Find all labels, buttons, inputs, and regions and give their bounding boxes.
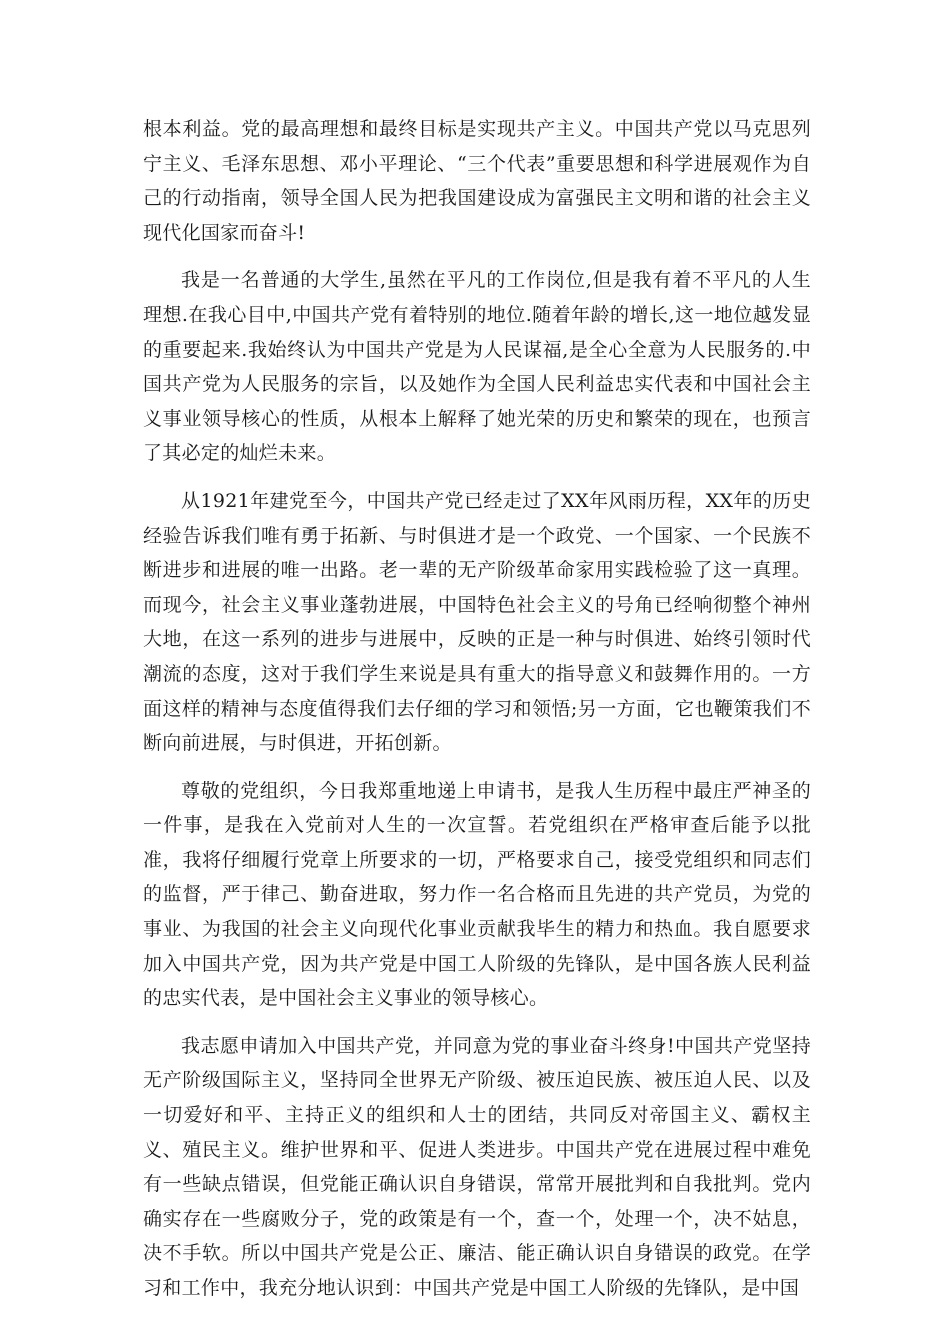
paragraph-1: 根本利益。党的最高理想和最终目标是实现共产主义。中国共产党以马克思列宁主义、毛泽东思想、邓小平理论、“三个代表”重要思想和科学进展观作为自己的行动指南，领导全国人民为把我国建设成为富强民主文明和谐的社会主义现代化国家而奋斗!	[143, 118, 811, 244]
document-body	[143, 112, 811, 1319]
paragraph-2: 我是一名普通的大学生,虽然在平凡的工作岗位,但是我有着不平凡的人生理想.在我心目中,中国共产党有着特别的地位.随着年龄的增长,这一地位越发显的重要起来.我始终认为中国共产党是为人民谋福,是全心全意为人民服务的.中国共产党为人民服务的宗旨，以及她作为全国人民利益忠实代表和中国社会主义事业领导核心的性质，从根本上解释了她光荣的历史和繁荣的现在，也预言了其必定的灿烂未来。	[143, 269, 811, 465]
paragraph-3: 从1921年建党至今，中国共产党已经走过了XX年风雨历程，XX年的历史经验告诉我们唯有勇于拓新、与时俱进才是一个政党、一个国家、一个民族不断进步和进展的唯一出路。老一辈的无产阶级革命家用实践检验了这一真理。而现今，社会主义事业蓬勃进展，中国特色社会主义的号角已经响彻整个神州大地，在这一系列的进步与进展中，反映的正是一种与时俱进、始终引领时代潮流的态度，这对于我们学生来说是具有重大的指导意义和鼓舞作用的。一方面这样的精神与态度值得我们去仔细的学习和领悟;另一方面，它也鞭策我们不断向前进展，与时俱进，开拓创新。	[143, 489, 811, 755]
paragraph-4: 尊敬的党组织，今日我郑重地递上申请书，是我人生历程中最庄严神圣的一件事，是我在入党前对人生的一次宣誓。若党组织在严格审查后能予以批准，我将仔细履行党章上所要求的一切，严格要求自己，接受党组织和同志们的监督，严于律己、勤奋进取，努力作一名合格而且先进的共产党员，为党的事业、为我国的社会主义向现代化事业贡献我毕生的精力和热血。我自愿要求加入中国共产党，因为共产党是中国工人阶级的先锋队，是中国各族人民利益的忠实代表，是中国社会主义事业的领导核心。	[143, 779, 811, 1010]
paragraph-5: 我志愿申请加入中国共产党，并同意为党的事业奋斗终身!中国共产党坚持无产阶级国际主义，坚持同全世界无产阶级、被压迫民族、被压迫人民、以及一切爱好和平、主持正义的组织和人士的团结，共同反对帝国主义、霸权主义、殖民主义。维护世界和平、促进人类进步。中国共产党在进展过程中难免有一些缺点错误，但党能正确认识自身错误，常常开展批判和自我批判。党内确实存在一些腐败分子，党的政策是有一个，查一个，处理一个，决不姑息，决不手软。所以中国共产党是公正、廉洁、能正确认识自身错误的政党。在学习和工作中，我充分地认识到：中国共产党是中国工人阶级的先锋队，是中国	[143, 1034, 811, 1299]
